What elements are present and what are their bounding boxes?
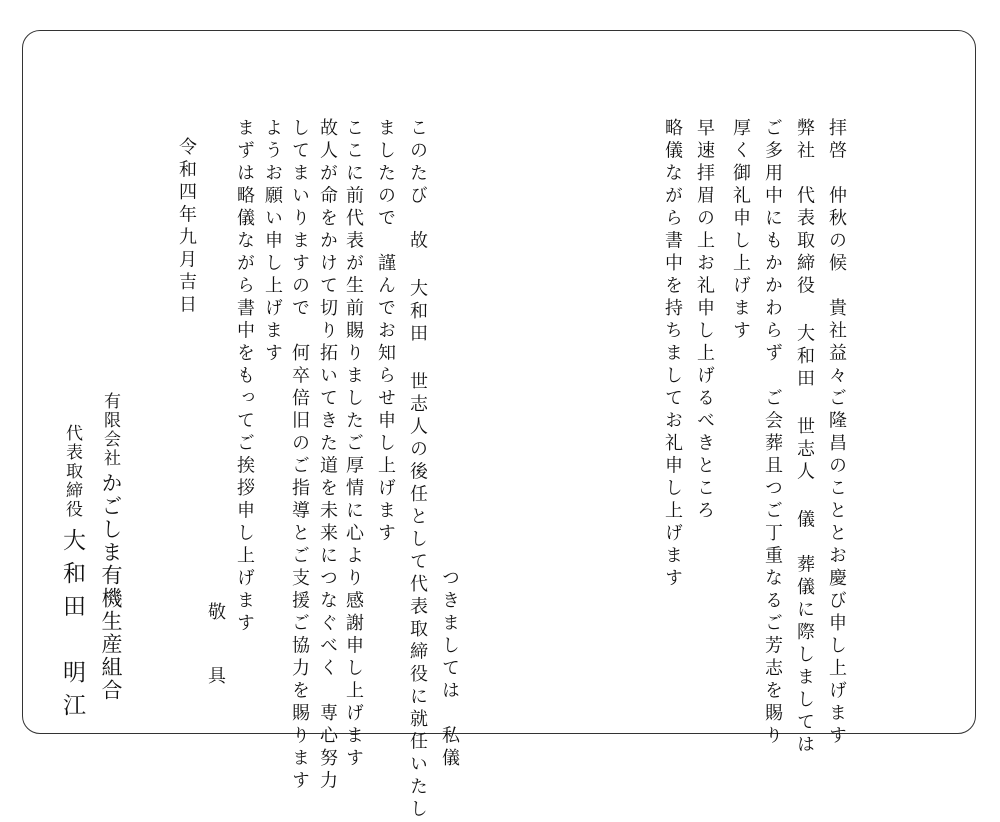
letter-line: ここに前代表が生前賜りましたご厚情に心より感謝申し上げます xyxy=(343,118,364,771)
representative-name: 大和田 明江 xyxy=(59,528,85,726)
letter-line: ようお願い申し上げます xyxy=(262,118,283,366)
letter-line: まずは略儀ながら書中をもってご挨拶申し上げます xyxy=(234,118,255,636)
representative-title: 代表取締役 xyxy=(62,424,82,519)
letter-line: つきましては 私儀 xyxy=(439,118,460,771)
company-prefix: 有限会社 xyxy=(100,392,120,468)
company-name: かごしま有機生産組合 xyxy=(99,472,123,702)
letter-line: ましたので 謹んでお知らせ申し上げます xyxy=(375,118,396,546)
letter-line: 早速拝眉の上お礼申し上げるべきところ xyxy=(694,118,715,523)
letter-line: 拝啓 仲秋の候 貴社益々ご隆昌のこととお慶び申し上げます xyxy=(826,118,847,748)
letter-line: このたび 故 大和田 世志人の後任として代表取締役に就任いたし xyxy=(407,118,428,822)
closing-keigu: 敬 具 xyxy=(205,602,226,698)
letter-line: してまいりますので 何卒倍旧のご指導とご支援ご協力を賜ります xyxy=(289,118,310,793)
letter-line: 略儀ながら書中を持ちましてお礼申し上げます xyxy=(662,118,683,591)
letter-line: 故人が命をかけて切り拓いてきた道を未来につなぐべく 専心努力 xyxy=(317,118,338,793)
letter-line: 厚く御礼申し上げます xyxy=(730,118,751,343)
letter-date: 令和四年九月吉日 xyxy=(176,137,197,317)
letter-line: 弊社 代表取締役 大和田 世志人 儀 葬儀に際しましては xyxy=(794,118,815,757)
letter-line: ご多用中にもかかわらず ご会葬且つご丁重なるご芳志を賜り xyxy=(762,118,783,748)
